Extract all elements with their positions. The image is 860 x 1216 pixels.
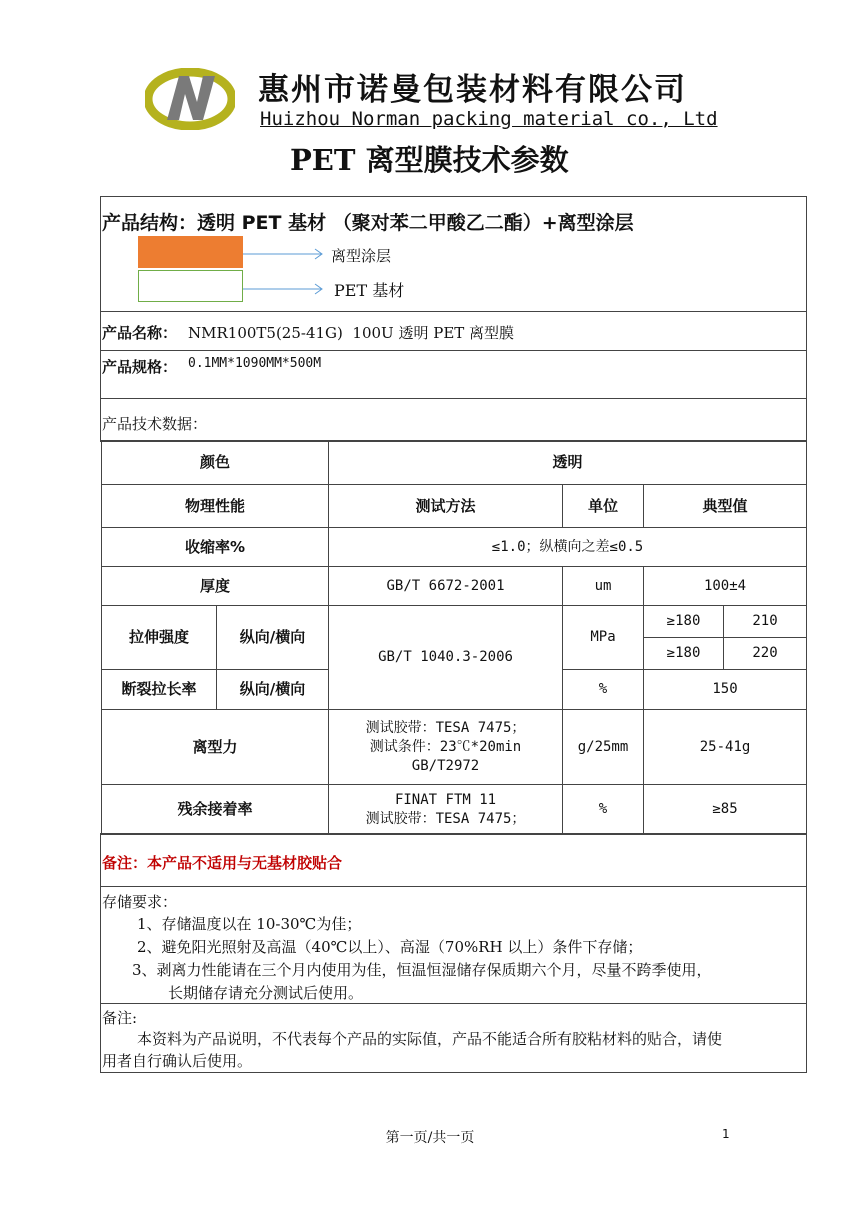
release-force-unit: g/25mm xyxy=(563,710,644,785)
product-spec-label: 产品规格： xyxy=(102,358,178,376)
elongation-unit: % xyxy=(563,670,644,710)
company-name-cn: 惠州市诺曼包装材料有限公司 xyxy=(258,72,687,108)
arrow-icon xyxy=(243,247,325,261)
release-method-line: 测试条件：23℃*20min xyxy=(369,738,522,755)
table-header-row xyxy=(102,485,807,528)
product-name-value: NMR100T5(25-41G) 100U 透明 PET 离型膜 xyxy=(188,324,515,342)
residual-method-line: FINAT FTM 11 xyxy=(394,791,497,808)
release-method-line: GB/T2972 xyxy=(411,757,480,774)
tensile-value-1b: 210 xyxy=(724,606,807,638)
arrow-icon xyxy=(243,282,325,296)
remark-warning: 备注：本产品不适用与无基材胶贴合 xyxy=(102,854,343,872)
tensile-value-2a: ≥180 xyxy=(644,638,724,670)
note-title: 备注: xyxy=(102,1009,138,1027)
release-force-label: 离型力 xyxy=(102,710,329,785)
spec-table xyxy=(101,440,807,835)
shrink-value: ≤1.0；纵横向之差≤0.5 xyxy=(329,528,807,567)
residual-adhesion-method xyxy=(329,785,563,835)
table-row xyxy=(102,528,807,567)
residual-method-line: 测试胶带：TESA 7475； xyxy=(365,810,526,827)
residual-adhesion-unit: % xyxy=(563,785,644,835)
storage-item: 1、存储温度以在 10-30℃为佳； xyxy=(137,915,362,933)
table-row xyxy=(102,710,807,785)
residual-adhesion-label: 残余接着率 xyxy=(102,785,329,835)
shrink-label: 收缩率% xyxy=(102,528,329,567)
page-number: 1 xyxy=(722,1127,730,1141)
header-property: 物理性能 xyxy=(102,485,329,528)
substrate-layer-swatch xyxy=(138,270,243,302)
color-value: 透明 xyxy=(329,441,807,485)
header-method: 测试方法 xyxy=(329,485,563,528)
release-force-value: 25-41g xyxy=(644,710,807,785)
coating-layer-label: 离型涂层 xyxy=(331,247,392,265)
document-title: PET 离型膜技术参数 xyxy=(290,143,569,177)
header-unit: 单位 xyxy=(563,485,644,528)
tensile-value-1a: ≥180 xyxy=(644,606,724,638)
thickness-label: 厚度 xyxy=(102,567,329,606)
storage-title: 存储要求： xyxy=(102,893,178,911)
elongation-label: 断裂拉长率 xyxy=(102,670,217,710)
header-typical: 典型值 xyxy=(644,485,807,528)
tensile-direction: 纵向/横向 xyxy=(217,606,329,670)
release-method-line: 测试胶带：TESA 7475； xyxy=(365,719,526,736)
tensile-method: GB/T 1040.3-2006 xyxy=(329,606,563,710)
table-row xyxy=(102,567,807,606)
storage-item-continued: 长期储存请充分测试后使用。 xyxy=(168,984,364,1002)
tech-data-label: 产品技术数据： xyxy=(102,415,208,433)
structure-heading: 产品结构：透明 PET 基材 （聚对苯二甲酸乙二酯）+离型涂层 xyxy=(102,212,634,234)
table-row xyxy=(102,441,807,485)
tensile-label: 拉伸强度 xyxy=(102,606,217,670)
note-line: 用者自行确认后使用。 xyxy=(102,1052,253,1070)
note-line: 本资料为产品说明，不代表每个产品的实际值，产品不能适合所有胶粘材料的贴合，请使 xyxy=(137,1030,723,1048)
product-name-label: 产品名称： xyxy=(102,324,178,342)
storage-item: 2、避免阳光照射及高温（40℃以上）、高湿（70%RH 以上）条件下存储； xyxy=(137,938,643,956)
storage-item: 3、剥离力性能请在三个月内使用为佳，恒温恒湿储存保质期六个月，尽量不跨季使用， xyxy=(132,961,712,979)
coating-layer-swatch xyxy=(138,236,243,268)
tensile-value-2b: 220 xyxy=(724,638,807,670)
elongation-direction: 纵向/横向 xyxy=(217,670,329,710)
company-logo-icon xyxy=(145,68,235,130)
page-footer: 第一页/共一页 xyxy=(385,1130,475,1146)
thickness-value: 100±4 xyxy=(644,567,807,606)
color-label: 颜色 xyxy=(102,441,329,485)
elongation-value: 150 xyxy=(644,670,807,710)
company-name-en: Huizhou Norman packing material co., Ltd xyxy=(260,108,718,130)
table-row xyxy=(102,785,807,835)
table-row xyxy=(102,606,807,638)
thickness-method: GB/T 6672-2001 xyxy=(329,567,563,606)
substrate-layer-label: PET 基材 xyxy=(334,281,405,300)
release-force-method xyxy=(329,710,563,785)
tensile-unit: MPa xyxy=(563,606,644,670)
residual-adhesion-value: ≥85 xyxy=(644,785,807,835)
thickness-unit: um xyxy=(563,567,644,606)
product-spec-value: 0.1MM*1090MM*500M xyxy=(188,356,322,371)
